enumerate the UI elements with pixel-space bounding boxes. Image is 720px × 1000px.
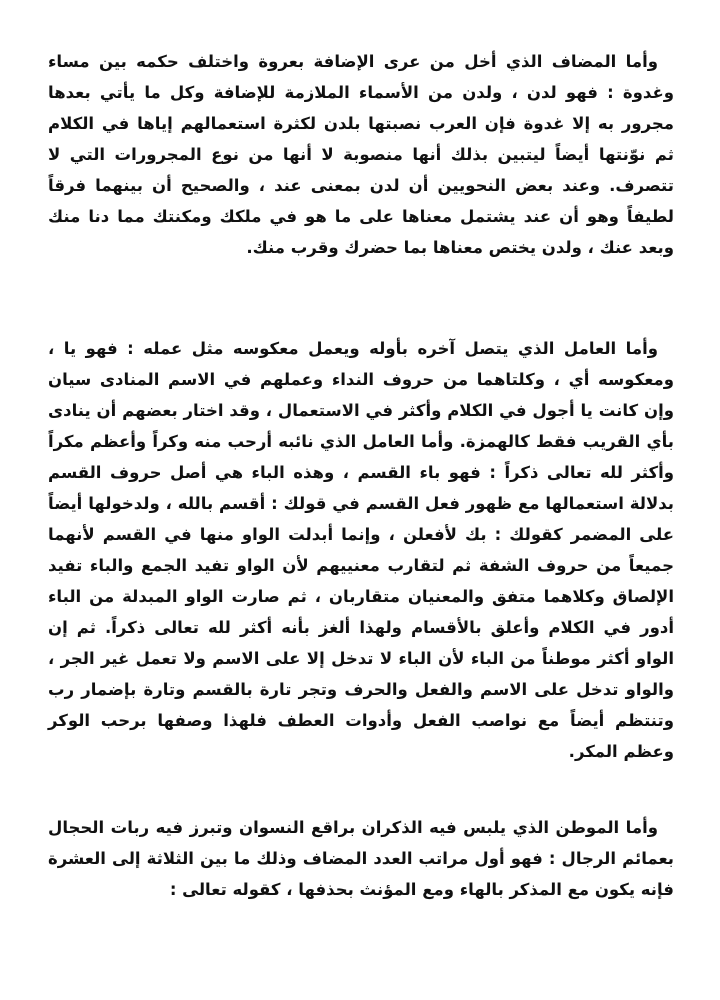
body-text-column xyxy=(48,812,674,905)
paragraph-ladun: وأما المضاف الذي أخل من عرى الإضافة بعروة واختلف حكمه بين مساء وغدوة : فهو لدن ، ولدن من الأسماء الملازمة للإضافة وكل ما يأتي بعدها مجرور به إلا غدوة فإن العرب نصبتها بلدن لكثرة استعمالهم إياها في الكلام ثم نوّنتها أيضاً ليتبين بذلك أنها منصوبة لا أنها من نوع المجرورات التي لا تتصرف. وعند بعض النحويين أن لدن بمعنى عند ، والصحيح أن بينهما فرقاً لطيفاً وهو أن عند يشتمل معناها على ما هو في ملكك ومكنتك مما دنا منك وبعد عنك ، ولدن يختص معناها بما حضرك وقرب منك. xyxy=(48,52,674,257)
body-text-column xyxy=(48,46,674,263)
paragraph-number-agreement: وأما الموطن الذي يلبس فيه الذكران براقع النسوان وتبرز فيه ربات الحجال بعمائم الرجال : فهو أول مراتب العدد المضاف وذلك ما بين الثلاثة إلى العشرة فإنه يكون مع المذكر بالهاء ومع المؤنث بحذفها ، كقوله تعالى : xyxy=(48,818,674,899)
body-text-column xyxy=(48,333,674,767)
paragraph-ya-and-ba: وأما العامل الذي يتصل آخره بأوله ويعمل معكوسه مثل عمله : فهو يا ، ومعكوسه أي ، وكلتاهما من حروف النداء وعملهم في الاسم المنادى سيان وإن كانت يا أجول في الكلام وأكثر في الاستعمال ، وقد اختار بعضهم أن ينادى بأي القريب فقط كالهمزة. وأما العامل الذي نائبه أرحب منه وكراً وأعظم مكراً وأكثر لله تعالى ذكراً : فهو باء القسم ، وهذه الباء هي أصل حروف القسم بدلالة استعمالها مع ظهور فعل القسم في قولك : أقسم بالله ، ولدخولها أيضاً على المضمر كقولك : بك لأفعلن ، وإنما أبدلت الواو منها في القسم لأنهما جميعاً من حروف الشفة ثم لتقارب معنييهم لأن الواو تفيد الجمع والباء تفيد الإلصاق وكلاهما متفق والمعنيان متقاربان ، ثم صارت الواو المبدلة من الباء أدور في الكلام وأعلق بالأقسام ولهذا ألغز بأنه أكثر لله تعالى ذكراً. ثم إن الواو أكثر موطناً من الباء لأن الباء لا تدخل إلا على الاسم ولا تعمل غير الجر ، والواو تدخل على الاسم والفعل والحرف وتجر تارة بالقسم وتارة بإضمار رب وتنتظم أيضاً مع نواصب الفعل وأدوات العطف فلهذا وصفها برحب الوكر وعظم المكر. xyxy=(48,339,674,761)
